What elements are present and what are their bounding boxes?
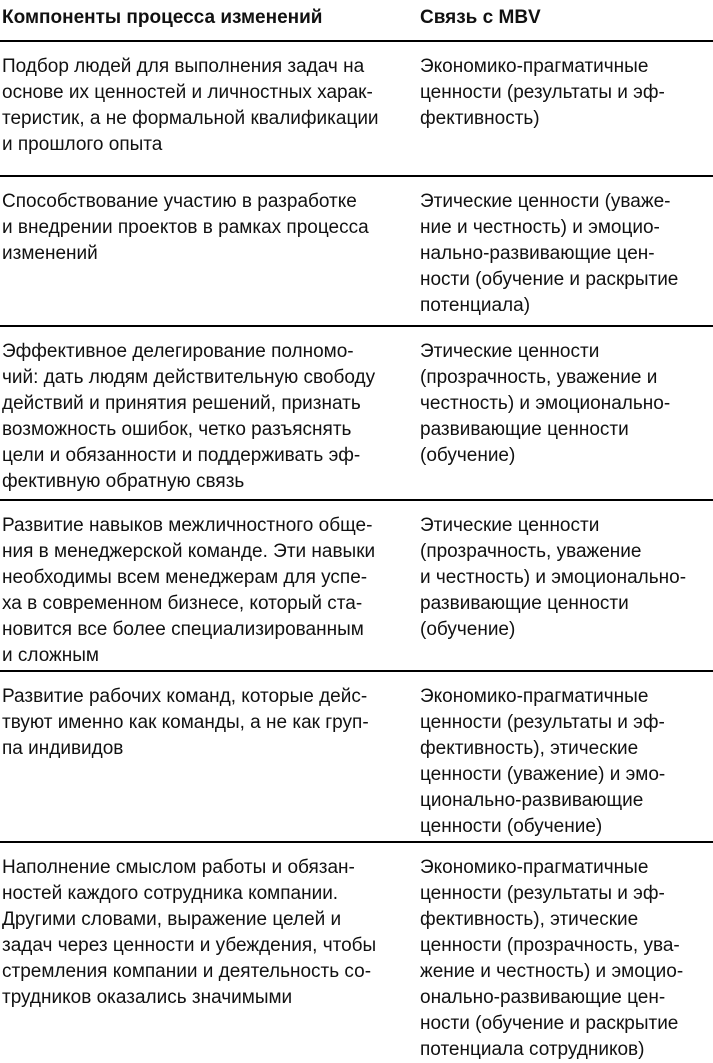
cell-line: ценности (результаты и эф- xyxy=(420,883,665,904)
cell-line: Экономико-прагматичные xyxy=(420,686,649,707)
cell-mbv xyxy=(400,327,713,499)
header-col-components: Компоненты процесса изменений xyxy=(2,7,323,28)
cell-line: развивающие ценности xyxy=(420,593,629,614)
cell-line: потенциала сотрудников) xyxy=(420,1039,645,1060)
cell-line: развивающие ценности xyxy=(420,419,629,440)
cell-line: чий: дать людям действительную свободу xyxy=(2,367,376,388)
cell-line: ценности (обучение) xyxy=(420,816,603,837)
cell-line: Этические ценности xyxy=(420,515,600,536)
cell-line: Этические ценности xyxy=(420,341,600,362)
cell-line: онально-развивающие цен- xyxy=(420,987,666,1008)
cell-mbv xyxy=(400,672,713,841)
cell-line: трудников оказались значимыми xyxy=(2,987,293,1008)
cell-line: честность) и эмоционально- xyxy=(420,393,671,414)
cell-line: Другими словами, выражение целей и xyxy=(2,909,342,930)
cell-component xyxy=(0,177,400,325)
cell-line: потенциала) xyxy=(420,295,531,316)
cell-component xyxy=(0,42,400,175)
cell-line: задач через ценности и убеждения, чтобы xyxy=(2,935,377,956)
table-row xyxy=(0,672,713,843)
cell-component xyxy=(0,672,400,841)
cell-line: Наполнение смыслом работы и обязан- xyxy=(2,857,355,878)
cell-line: стремления компании и деятельность со- xyxy=(2,961,372,982)
cell-line: цели и обязанности и поддерживать эф- xyxy=(2,445,361,466)
cell-line: фективность) xyxy=(420,108,540,129)
cell-line: ценности (результаты и эф- xyxy=(420,82,665,103)
cell-line: возможность ошибок, четко разъяснять xyxy=(2,419,352,440)
cell-line: (прозрачность, уважение и xyxy=(420,367,658,388)
cell-line: фективность), этические xyxy=(420,909,639,930)
cell-line: и прошлого опыта xyxy=(2,134,163,155)
cell-line: основе их ценностей и личностных харак- xyxy=(2,82,373,103)
cell-line: Развитие рабочих команд, которые дейс- xyxy=(2,686,368,707)
cell-line: Экономико-прагматичные xyxy=(420,56,649,77)
table-row xyxy=(0,327,713,501)
header-col-mbv: Связь с MBV xyxy=(420,7,541,28)
table-row xyxy=(0,177,713,327)
cell-line: новится все более специализированным xyxy=(2,619,364,640)
cell-line: Этические ценности (уваже- xyxy=(420,191,671,212)
cell-line: Экономико-прагматичные xyxy=(420,857,649,878)
cell-line: теристик, а не формальной квалификации xyxy=(2,108,379,129)
cell-line: Подбор людей для выполнения задач на xyxy=(2,56,365,77)
cell-component xyxy=(0,501,400,670)
cell-line: и внедрении проектов в рамках процесса xyxy=(2,217,369,238)
cell-line: Развитие навыков межличностного обще- xyxy=(2,515,373,536)
cell-line: ния в менеджерской команде. Эти навыки xyxy=(2,541,376,562)
cell-line: жение и честность) и эмоцио- xyxy=(420,961,684,982)
cell-line: (прозрачность, уважение xyxy=(420,541,642,562)
cell-line: Способствование участию в разработке xyxy=(2,191,357,212)
cell-component xyxy=(0,327,400,499)
cell-line: и сложным xyxy=(2,645,99,666)
cell-line: ние и честность) и эмоцио- xyxy=(420,217,660,238)
table-header xyxy=(0,0,713,42)
cell-mbv xyxy=(400,177,713,325)
table-row xyxy=(0,42,713,177)
table-row xyxy=(0,843,713,1063)
cell-line: Эффективное делегирование полномо- xyxy=(2,341,354,362)
cell-line: ценности (прозрачность, ува- xyxy=(420,935,680,956)
cell-line: (обучение) xyxy=(420,445,516,466)
cell-line: фективность), этические xyxy=(420,738,639,759)
cell-line: действий и принятия решений, признать xyxy=(2,393,361,414)
cell-line: ценности (уважение) и эмо- xyxy=(420,764,666,785)
cell-component xyxy=(0,843,400,1063)
cell-line: изменений xyxy=(2,243,98,264)
cell-line: необходимы всем менеджерам для успе- xyxy=(2,567,368,588)
cell-line: ности (обучение и раскрытие xyxy=(420,269,679,290)
cell-line: нально-развивающие цен- xyxy=(420,243,655,264)
cell-mbv xyxy=(400,843,713,1063)
cell-line: фективную обратную связь xyxy=(2,471,245,492)
cell-line: твуют именно как команды, а не как груп- xyxy=(2,712,369,733)
cell-line: (обучение) xyxy=(420,619,516,640)
cell-line: ностей каждого сотрудника компании. xyxy=(2,883,339,904)
cell-mbv xyxy=(400,42,713,175)
cell-line: ценности (результаты и эф- xyxy=(420,712,665,733)
cell-line: па индивидов xyxy=(2,738,124,759)
cell-line: ности (обучение и раскрытие xyxy=(420,1013,679,1034)
cell-line: ционально-развивающие xyxy=(420,790,644,811)
table-row xyxy=(0,501,713,672)
cell-line: ха в современном бизнесе, который ста- xyxy=(2,593,363,614)
cell-mbv xyxy=(400,501,713,670)
cell-line: и честность) и эмоционально- xyxy=(420,567,687,588)
